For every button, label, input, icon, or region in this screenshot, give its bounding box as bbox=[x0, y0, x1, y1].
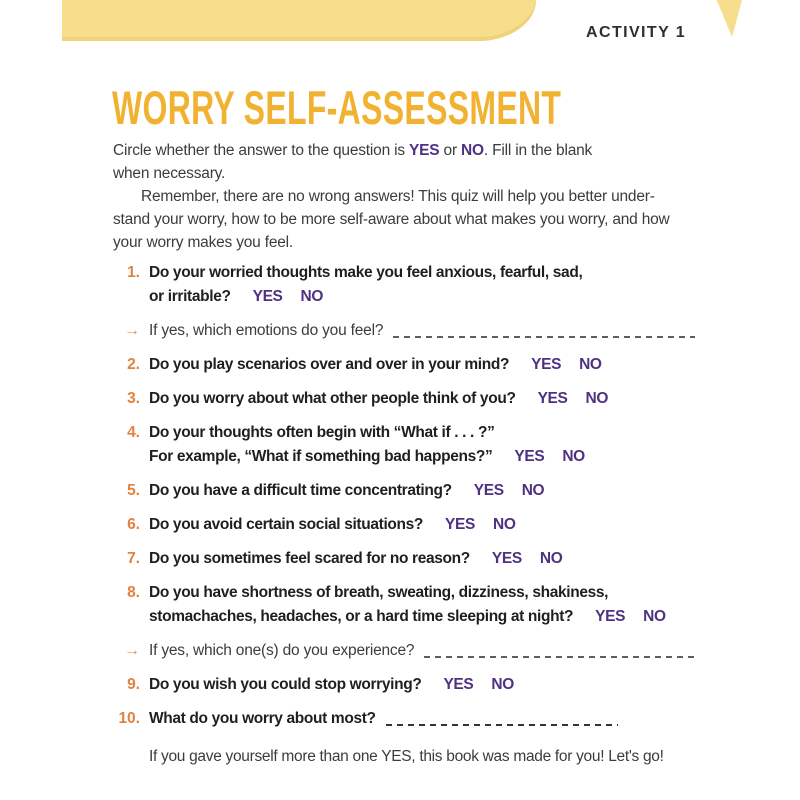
answer-blank[interactable] bbox=[393, 336, 695, 338]
intro-segment: . Fill in the blank bbox=[483, 142, 593, 159]
yes-option[interactable]: YES bbox=[595, 608, 626, 625]
closing-spacer bbox=[113, 741, 140, 769]
yes-option[interactable]: YES bbox=[531, 356, 562, 373]
question-text: stomachaches, headaches, or a hard time sleeping at night? bbox=[149, 608, 574, 625]
yes-word: YES bbox=[409, 142, 440, 159]
question-text: Do your thoughts often begin with “What if . . . ?” bbox=[149, 424, 495, 441]
question-content bbox=[149, 547, 697, 571]
question-row bbox=[113, 353, 697, 377]
yes-option[interactable]: YES bbox=[252, 288, 283, 305]
followup-row bbox=[113, 319, 697, 343]
question-number: 4. bbox=[127, 424, 140, 441]
question-text: For example, “What if something bad happens?” bbox=[149, 448, 493, 465]
intro-text bbox=[113, 139, 713, 254]
question-number: 8. bbox=[127, 584, 140, 601]
page-title: WORRY SELF-ASSESSMENT bbox=[112, 81, 562, 134]
question-number: 10. bbox=[118, 710, 140, 727]
question-text: Do you have a difficult time concentrating? bbox=[149, 482, 452, 499]
no-option[interactable]: NO bbox=[300, 288, 324, 305]
question-row bbox=[113, 479, 697, 503]
question-content bbox=[149, 261, 697, 309]
intro-line-3: Remember, there are no wrong answers! This quiz will help you better under- bbox=[141, 188, 655, 205]
activity-label: ACTIVITY 1 bbox=[586, 24, 686, 41]
question-content bbox=[149, 421, 697, 469]
question-text: Do you have shortness of breath, sweating, dizziness, shakiness, bbox=[149, 584, 609, 601]
yes-option[interactable]: YES bbox=[514, 448, 545, 465]
yes-option[interactable]: YES bbox=[537, 390, 568, 407]
answer-blank[interactable] bbox=[386, 724, 618, 727]
no-option[interactable]: NO bbox=[562, 448, 585, 465]
intro-line-5: your worry makes you feel. bbox=[113, 234, 294, 251]
intro-line-4: stand your worry, how to be more self-aware about what makes you worry, and how bbox=[113, 211, 670, 228]
question-number: 7. bbox=[127, 550, 140, 567]
corner-accent-shape bbox=[711, 0, 742, 37]
no-option[interactable]: NO bbox=[521, 482, 545, 499]
question-row bbox=[113, 513, 697, 537]
question-text: Do you play scenarios over and over in your mind? bbox=[149, 356, 510, 373]
question-content bbox=[149, 707, 697, 731]
question-content bbox=[149, 353, 697, 377]
question-content bbox=[149, 479, 697, 503]
yes-option[interactable]: YES bbox=[445, 516, 475, 533]
no-option[interactable]: NO bbox=[579, 356, 602, 373]
question-row bbox=[113, 673, 697, 697]
question-row bbox=[113, 261, 697, 309]
question-row bbox=[113, 421, 697, 469]
question-row bbox=[113, 387, 697, 411]
question-content bbox=[149, 639, 697, 663]
question-number: 5. bbox=[127, 482, 140, 499]
question-row bbox=[113, 707, 697, 731]
no-option[interactable]: NO bbox=[491, 676, 514, 693]
no-option[interactable]: NO bbox=[539, 550, 563, 567]
closing-text: If you gave yourself more than one YES, this book was made for you! Let's go! bbox=[149, 748, 664, 765]
intro-line-2: when necessary. bbox=[113, 165, 226, 182]
arrow-right-icon: → bbox=[124, 642, 140, 659]
question-text: Do you avoid certain social situations? bbox=[149, 516, 424, 533]
question-text: Do you sometimes feel scared for no reason? bbox=[149, 550, 470, 567]
no-option[interactable]: NO bbox=[493, 516, 516, 533]
question-content bbox=[149, 513, 697, 537]
yes-option[interactable]: YES bbox=[491, 550, 522, 567]
question-text: Do you wish you could stop worrying? bbox=[149, 676, 422, 693]
question-number: 6. bbox=[127, 516, 140, 533]
question-text: What do you worry about most? bbox=[149, 710, 376, 727]
answer-blank[interactable] bbox=[424, 656, 695, 658]
no-option[interactable]: NO bbox=[643, 608, 666, 625]
header-banner bbox=[62, 0, 536, 41]
yes-option[interactable]: YES bbox=[443, 676, 474, 693]
question-content bbox=[149, 581, 697, 629]
question-number: 9. bbox=[127, 676, 140, 693]
question-content bbox=[149, 673, 697, 697]
question-text: Do you worry about what other people think of you? bbox=[149, 390, 516, 407]
question-number: 3. bbox=[127, 390, 140, 407]
intro-segment: or bbox=[439, 142, 462, 159]
closing-row bbox=[113, 741, 697, 769]
question-content bbox=[149, 319, 697, 343]
no-option[interactable]: NO bbox=[585, 390, 609, 407]
question-number: 2. bbox=[127, 356, 140, 373]
arrow-right-icon: → bbox=[124, 322, 140, 339]
yes-option[interactable]: YES bbox=[473, 482, 504, 499]
question-text: Do your worried thoughts make you feel anxious, fearful, sad, bbox=[149, 264, 583, 281]
question-number: 1. bbox=[127, 264, 140, 281]
question-list bbox=[113, 261, 697, 779]
question-row bbox=[113, 581, 697, 629]
followup-text: If yes, which one(s) do you experience? bbox=[149, 642, 415, 659]
intro-line-1 bbox=[113, 139, 713, 162]
question-content bbox=[149, 387, 697, 411]
question-row bbox=[113, 547, 697, 571]
intro-segment: Circle whether the answer to the question is bbox=[113, 142, 409, 159]
followup-row bbox=[113, 639, 697, 663]
no-word: NO bbox=[461, 142, 484, 159]
followup-text: If yes, which emotions do you feel? bbox=[149, 322, 384, 339]
question-text: or irritable? bbox=[149, 288, 231, 305]
